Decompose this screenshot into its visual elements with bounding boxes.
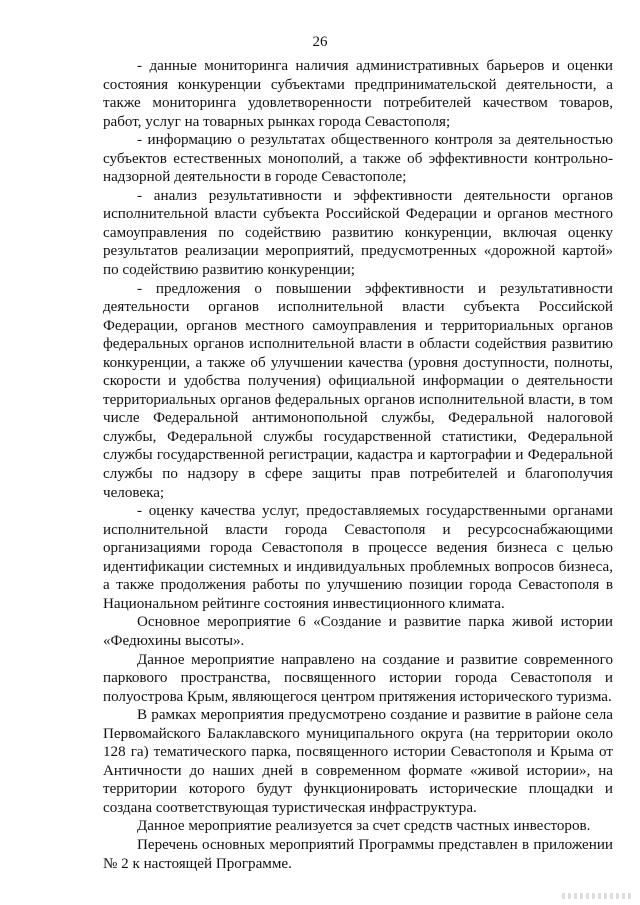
paragraph-efficiency-proposals: - предложения о повышении эффективности и результативности деятельности органов исполнительной власти субъекта Российской Федерации, органов местного самоуправления и территориальных органов федеральных органов исполнительной власти в области содействия развитию конкуренции, а также об улучшении качества (уровня доступности, полноты, скорости и удобства получения) официальной информации о деятельности территориальных органов федеральных органов исполнительной власти, в том числе Федеральной антимонопольной службы, Федеральной налоговой службы, Федеральной службы государственной статистики, Федеральной службы государственной регистрации, кадастра и картографии и Федеральной службы по надзору в сфере защиты прав потребителей и благополучия человека; xyxy=(103,280,613,501)
paragraph-service-quality: - оценку качества услуг, предоставляемых государственными органами исполнительной власти города Севастополя и ресурсоснабжающими организациями города Севастополя в процессе ведения бизнеса с целью идентификации системных и индивидуальных проблемных вопросов бизнеса, а также продолжения работы по улучшению позиции города Севастополя в Национальном рейтинге состояния инвестиционного климата. xyxy=(103,503,613,612)
page-number: 26 xyxy=(312,34,328,50)
paragraph-funding: Данное мероприятие реализуется за счет средств частных инвесторов. xyxy=(137,818,591,835)
paragraph-annex-reference: Перечень основных мероприятий Программы представлен в приложении № 2 к настоящей Программе. xyxy=(103,836,613,872)
scan-artifact xyxy=(562,893,632,899)
paragraph-activity-scope: В рамках мероприятия предусмотрено создание и развитие в районе села Первомайского Балаклавского муниципального округа (на территории около 128 га) тематического парка, посвященного истории Севастополя и Крыма от Античности до наших дней в современном формате «живой истории», на территории которого будут функционировать исторические площадки и создана соответствующая туристическая инфраструктура. xyxy=(103,707,613,816)
paragraph-monitoring-data: - данные мониторинга наличия административных барьеров и оценки состояния конкуренции субъектами предпринимательской деятельности, а также мониторинга удовлетворенности потребителей качеством товаров, работ, услуг на товарных рынках города Севастополя; xyxy=(103,58,613,130)
paragraph-main-activity-6: Основное мероприятие 6 «Создание и развитие парка живой истории «Федюхины высоты». xyxy=(103,614,613,649)
paragraph-activity-purpose: Данное мероприятие направлено на создание и развитие современного паркового пространства, посвященного истории города Севастополя и полуострова Крым, являющегося центром притяжения исторического туризма. xyxy=(103,651,613,705)
paragraph-public-control: - информацию о результатах общественного контроля за деятельностью субъектов естественных монополий, а также об эффективности контрольно-надзорной деятельности в городе Севастополе; xyxy=(103,132,613,186)
paragraph-performance-analysis: - анализ результативности и эффективности деятельности органов исполнительной власти субъекта Российской Федерации и органов местного самоуправления по содействию развитию конкуренции, включая оценку результатов реализации мероприятий, предусмотренных «дорожной картой» по содействию развитию конкуренции; xyxy=(103,187,613,279)
document-body xyxy=(103,57,613,873)
